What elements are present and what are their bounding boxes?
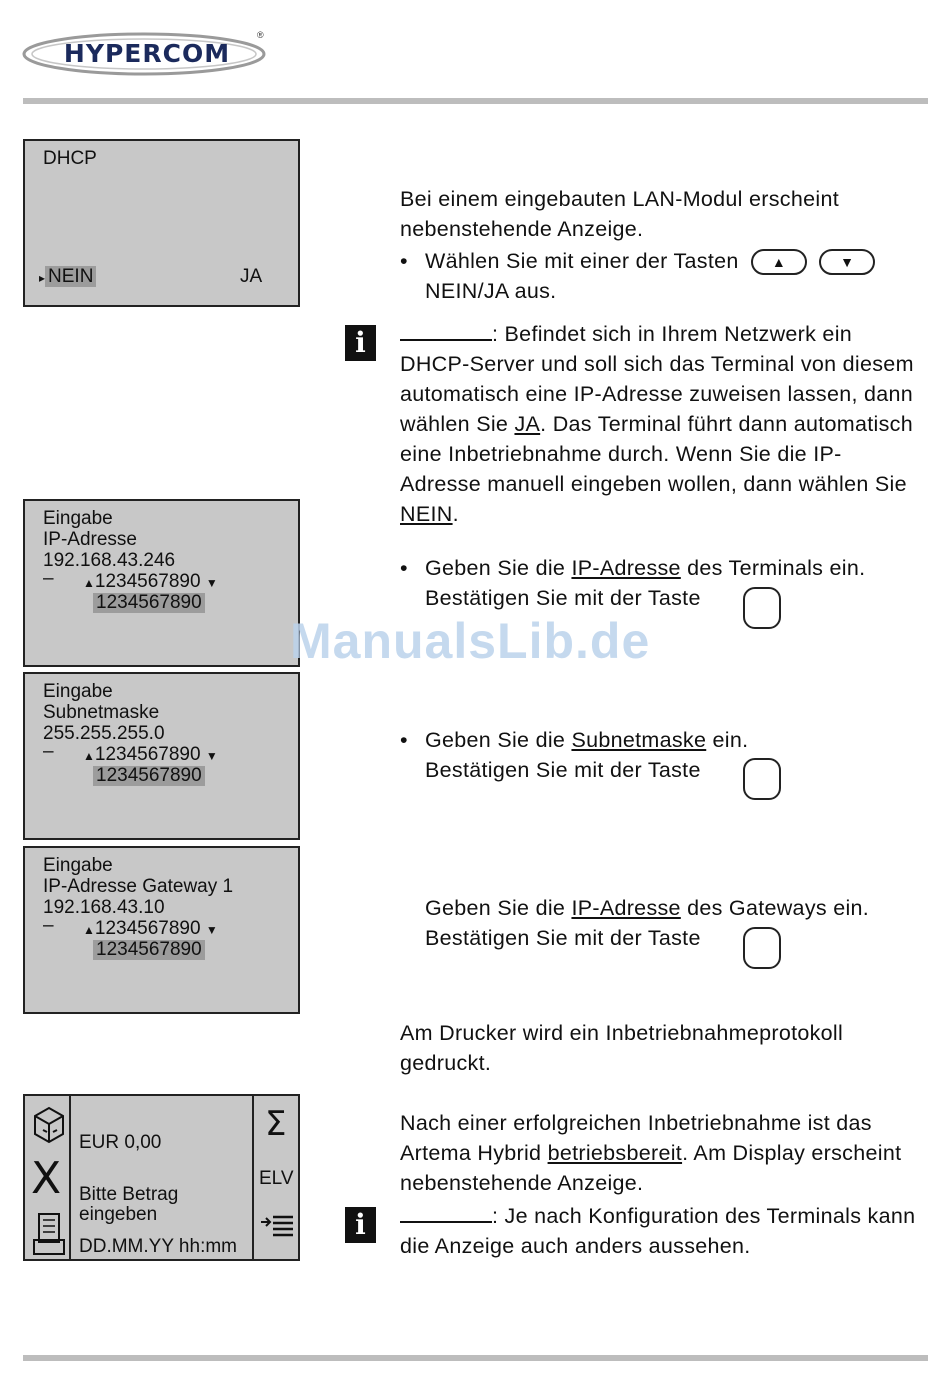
ip-digits-highlight: 1234567890 bbox=[93, 593, 205, 613]
selector-arrow-icon: ▸ bbox=[39, 271, 46, 285]
gateway-line1: Eingabe bbox=[43, 855, 113, 876]
ready-paragraph bbox=[400, 1108, 925, 1198]
lcd-ip-address bbox=[23, 499, 300, 667]
down-arrow-icon: ▼ bbox=[205, 923, 218, 937]
ip-cursor: – bbox=[43, 568, 54, 589]
gateway-digits: 1234567890 bbox=[94, 918, 201, 939]
down-key-icon: ▼ bbox=[819, 249, 875, 275]
bullet-2: • bbox=[400, 556, 408, 580]
info-icon: i bbox=[345, 1207, 376, 1243]
sum-icon: Σ bbox=[265, 1104, 287, 1144]
bullet-1-pre: Wählen Sie mit einer der Tasten bbox=[425, 249, 739, 273]
b4-underlined: IP-Adresse bbox=[571, 896, 681, 920]
enter-key-icon bbox=[743, 927, 781, 969]
gateway-digits-highlight: 1234567890 bbox=[93, 940, 205, 960]
lcd-subnet bbox=[23, 672, 300, 840]
subnet-digits: 1234567890 bbox=[94, 744, 201, 765]
bullet-3-text bbox=[425, 725, 925, 785]
up-arrow-icon: ▲ bbox=[83, 576, 95, 590]
gateway-cursor: – bbox=[43, 915, 54, 936]
cancel-x-icon: X bbox=[31, 1153, 62, 1204]
p6-underlined: betriebsbereit bbox=[547, 1141, 683, 1165]
bullet-2-text bbox=[425, 553, 925, 613]
b3-underlined: Subnetmaske bbox=[571, 728, 707, 752]
confirm-text-3: Bestätigen Sie mit der Taste bbox=[425, 926, 701, 950]
subnet-cursor: – bbox=[43, 741, 54, 762]
bullet-1-post: NEIN/JA aus. bbox=[425, 279, 557, 303]
hypercom-logo bbox=[22, 30, 272, 78]
down-arrow-icon: ▼ bbox=[205, 576, 218, 590]
watermark: ManualsLib.de bbox=[290, 613, 651, 669]
dhcp-no-option bbox=[39, 267, 96, 288]
menu-list-icon bbox=[259, 1212, 297, 1244]
info1-a: : Befindet sich in Ihrem Netzwerk ein DHCP-Server und soll sich das Terminal von diesem automatisch eine IP-Adresse zuweisen lassen, dann wählen Sie bbox=[400, 322, 914, 436]
info1-c: . bbox=[452, 502, 459, 526]
lcd-gateway bbox=[23, 846, 300, 1014]
info1-b: . Das Terminal führt dann automatisch eine Inbetriebnahme durch. Wenn Sie die IP-Adresse manuell eingeben wollen, dann wählen Sie bbox=[400, 412, 913, 496]
bullet-4-text bbox=[425, 893, 925, 953]
confirm-text-1: Bestätigen Sie mit der Taste bbox=[425, 586, 701, 610]
elv-label: ELV bbox=[259, 1168, 294, 1189]
down-arrow-icon: ▼ bbox=[205, 749, 218, 763]
up-arrow-icon: ▲ bbox=[83, 749, 95, 763]
top-rule bbox=[23, 98, 928, 104]
enter-key-icon bbox=[743, 587, 781, 629]
bottom-rule bbox=[23, 1355, 928, 1361]
bullet-3: • bbox=[400, 728, 408, 752]
registered-mark: ® bbox=[257, 30, 264, 40]
enter-key-icon bbox=[743, 758, 781, 800]
lcd-dhcp bbox=[23, 139, 300, 307]
subnet-line2: Subnetmaske bbox=[43, 702, 160, 723]
b2-pre: Geben Sie die bbox=[425, 556, 572, 580]
option-nein: NEIN bbox=[45, 266, 96, 287]
b4-pre: Geben Sie die bbox=[425, 896, 572, 920]
gateway-line2: IP-Adresse Gateway 1 bbox=[43, 876, 234, 897]
b3-pre: Geben Sie die bbox=[425, 728, 572, 752]
info-note-2 bbox=[400, 1201, 922, 1261]
printer-paragraph: Am Drucker wird ein Inbetriebnahmeprotokoll gedruckt. bbox=[400, 1021, 844, 1075]
idle-datetime: DD.MM.YY hh:mm bbox=[79, 1236, 238, 1257]
box-icon bbox=[29, 1102, 67, 1148]
note-blank bbox=[400, 321, 492, 341]
intro-paragraph: Bei einem eingebauten LAN-Modul erscheint nebenstehende Anzeige. bbox=[400, 187, 839, 241]
b4-post: des Gateways ein. bbox=[680, 896, 870, 920]
bullet-1: • bbox=[400, 249, 408, 273]
info-note-1 bbox=[400, 319, 922, 529]
bullet-1-text bbox=[425, 246, 925, 306]
subnet-line1: Eingabe bbox=[43, 681, 113, 702]
ip-line1: Eingabe bbox=[43, 508, 113, 529]
lcd-idle-screen bbox=[23, 1094, 300, 1261]
p6-b: . Am Display erscheint nebenstehende Anzeige. bbox=[400, 1141, 902, 1195]
subnet-digits-highlight: 1234567890 bbox=[93, 766, 205, 786]
idle-prompt-line2: eingeben bbox=[79, 1204, 158, 1225]
subnet-digits-row bbox=[83, 745, 218, 766]
brand-name: HYPERCOM bbox=[63, 39, 231, 68]
option-ja: JA bbox=[240, 266, 263, 287]
idle-prompt-line1: Bitte Betrag bbox=[79, 1184, 179, 1205]
up-key-icon: ▲ bbox=[751, 249, 807, 275]
p6-a: Nach einer erfolgreichen Inbetriebnahme ist das Artema Hybrid bbox=[400, 1111, 872, 1165]
gateway-digits-row bbox=[83, 919, 218, 940]
info1-ja: JA bbox=[514, 412, 541, 436]
info1-nein: NEIN bbox=[400, 502, 453, 526]
gateway-value: 192.168.43.10 bbox=[43, 897, 165, 918]
idle-amount: EUR 0,00 bbox=[79, 1132, 162, 1153]
b2-post: des Terminals ein. bbox=[680, 556, 866, 580]
b2-underlined: IP-Adresse bbox=[571, 556, 681, 580]
ip-digits: 1234567890 bbox=[94, 571, 201, 592]
dhcp-title: DHCP bbox=[43, 148, 97, 169]
ip-line2: IP-Adresse bbox=[43, 529, 137, 550]
info-icon: i bbox=[345, 325, 376, 361]
receipt-printer-icon bbox=[31, 1210, 67, 1258]
subnet-value: 255.255.255.0 bbox=[43, 723, 165, 744]
ip-value: 192.168.43.246 bbox=[43, 550, 176, 571]
note-blank bbox=[400, 1203, 492, 1223]
up-arrow-icon: ▲ bbox=[83, 923, 95, 937]
confirm-text-2: Bestätigen Sie mit der Taste bbox=[425, 758, 701, 782]
info2-text: : Je nach Konfiguration des Terminals kann die Anzeige auch anders aussehen. bbox=[400, 1204, 916, 1258]
b3-post: ein. bbox=[706, 728, 749, 752]
ip-digits-row bbox=[83, 572, 218, 593]
